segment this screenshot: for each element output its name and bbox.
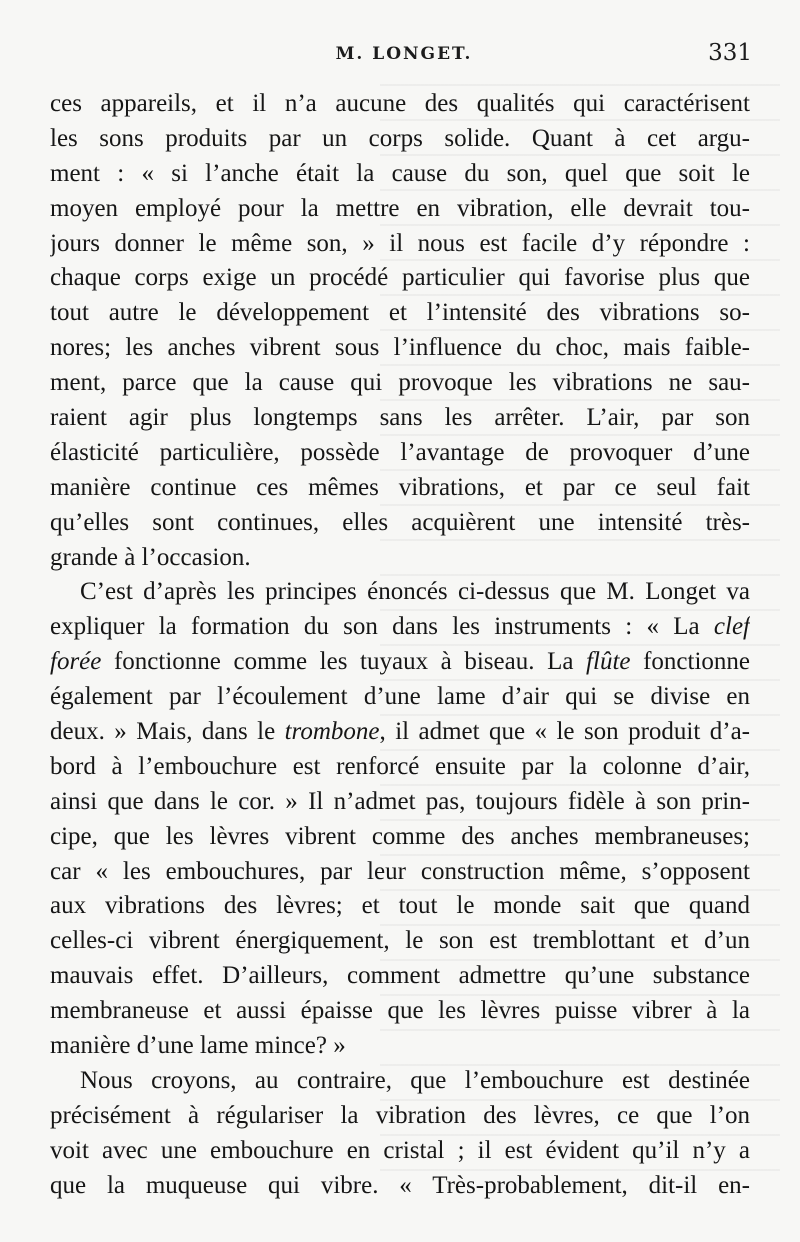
text-line: les sons produits par un corps solide. Quant à cet argu- <box>50 124 750 152</box>
text-line: raient agir plus longtemps sans les arrêter. L’air, par son <box>50 404 750 432</box>
text-line: mauvais effet. D’ailleurs, comment admettre qu’une substance <box>50 962 750 990</box>
text-line: aux vibrations des lèvres; et tout le monde sait que quand <box>50 892 750 920</box>
text-line: tout autre le développement et l’intensité des vibrations so- <box>50 299 750 327</box>
text-line: ces appareils, et il n’a aucune des qualités qui caractérisent <box>50 90 750 117</box>
text-line: moyen employé pour la mettre en vibration, elle devrait tou- <box>50 194 750 222</box>
text-line: voit avec une embouchure en cristal ; il est évident qu’il n’y a <box>50 1136 750 1164</box>
text-line: chaque corps exige un procédé particulier qui favorise plus que <box>50 264 750 292</box>
paragraph-3 <box>50 1064 750 1204</box>
paragraph-1 <box>50 87 750 575</box>
running-head <box>56 40 752 72</box>
paragraph-2 <box>50 575 750 1063</box>
text-line: cipe, que les lèvres vibrent comme des anches membraneuses; <box>50 822 750 850</box>
body-text <box>50 87 750 1204</box>
text-line: ment : « si l’anche était la cause du son, quel que soit le <box>50 159 750 187</box>
text-line: grande à l’occasion. <box>50 543 251 571</box>
text-line: bord à l’embouchure est renforcé ensuite par la colonne d’air, <box>50 752 750 780</box>
page-number: 331 <box>708 40 752 66</box>
text-line: expliquer la formation du son dans les instruments : « La clef <box>50 613 750 641</box>
text-line: car « les embouchures, par leur construction même, s’opposent <box>50 857 750 885</box>
running-title: M. LONGET. <box>335 44 473 64</box>
text-line: que la muqueuse qui vibre. « Très-probablement, dit-il en- <box>50 1171 750 1199</box>
text-line: également par l’écoulement d’une lame d’air qui se divise en <box>50 683 750 711</box>
text-line: jours donner le même son, » il nous est facile d’y répondre : <box>50 229 750 257</box>
text-line: précisément à régulariser la vibration des lèvres, ce que l’on <box>50 1101 750 1129</box>
text-line: nores; les anches vibrent sous l’influence du choc, mais faible- <box>50 334 750 362</box>
text-line: deux. » Mais, dans le trombone, il admet que « le son produit d’a- <box>50 718 750 746</box>
text-line: C’est d’après les principes énoncés ci-dessus que M. Longet va <box>80 578 750 606</box>
text-line: ment, parce que la cause qui provoque les vibrations ne sau- <box>50 369 750 397</box>
text-line: Nous croyons, au contraire, que l’embouchure est destinée <box>80 1066 750 1094</box>
text-line: forée fonctionne comme les tuyaux à biseau. La flûte fonctionne <box>50 648 750 676</box>
text-line: celles-ci vibrent énergiquement, le son est tremblottant et d’un <box>50 927 750 955</box>
text-line: manière d’une lame mince? » <box>50 1032 346 1060</box>
text-line: membraneuse et aussi épaisse que les lèvres puisse vibrer à la <box>50 997 750 1025</box>
text-line: ainsi que dans le cor. » Il n’admet pas, toujours fidèle à son prin- <box>50 787 750 815</box>
text-line: manière continue ces mêmes vibrations, et par ce seul fait <box>50 473 750 501</box>
text-line: qu’elles sont continues, elles acquièrent une intensité très- <box>50 508 750 536</box>
text-line: élasticité particulière, possède l’avantage de provoquer d’une <box>50 438 750 466</box>
